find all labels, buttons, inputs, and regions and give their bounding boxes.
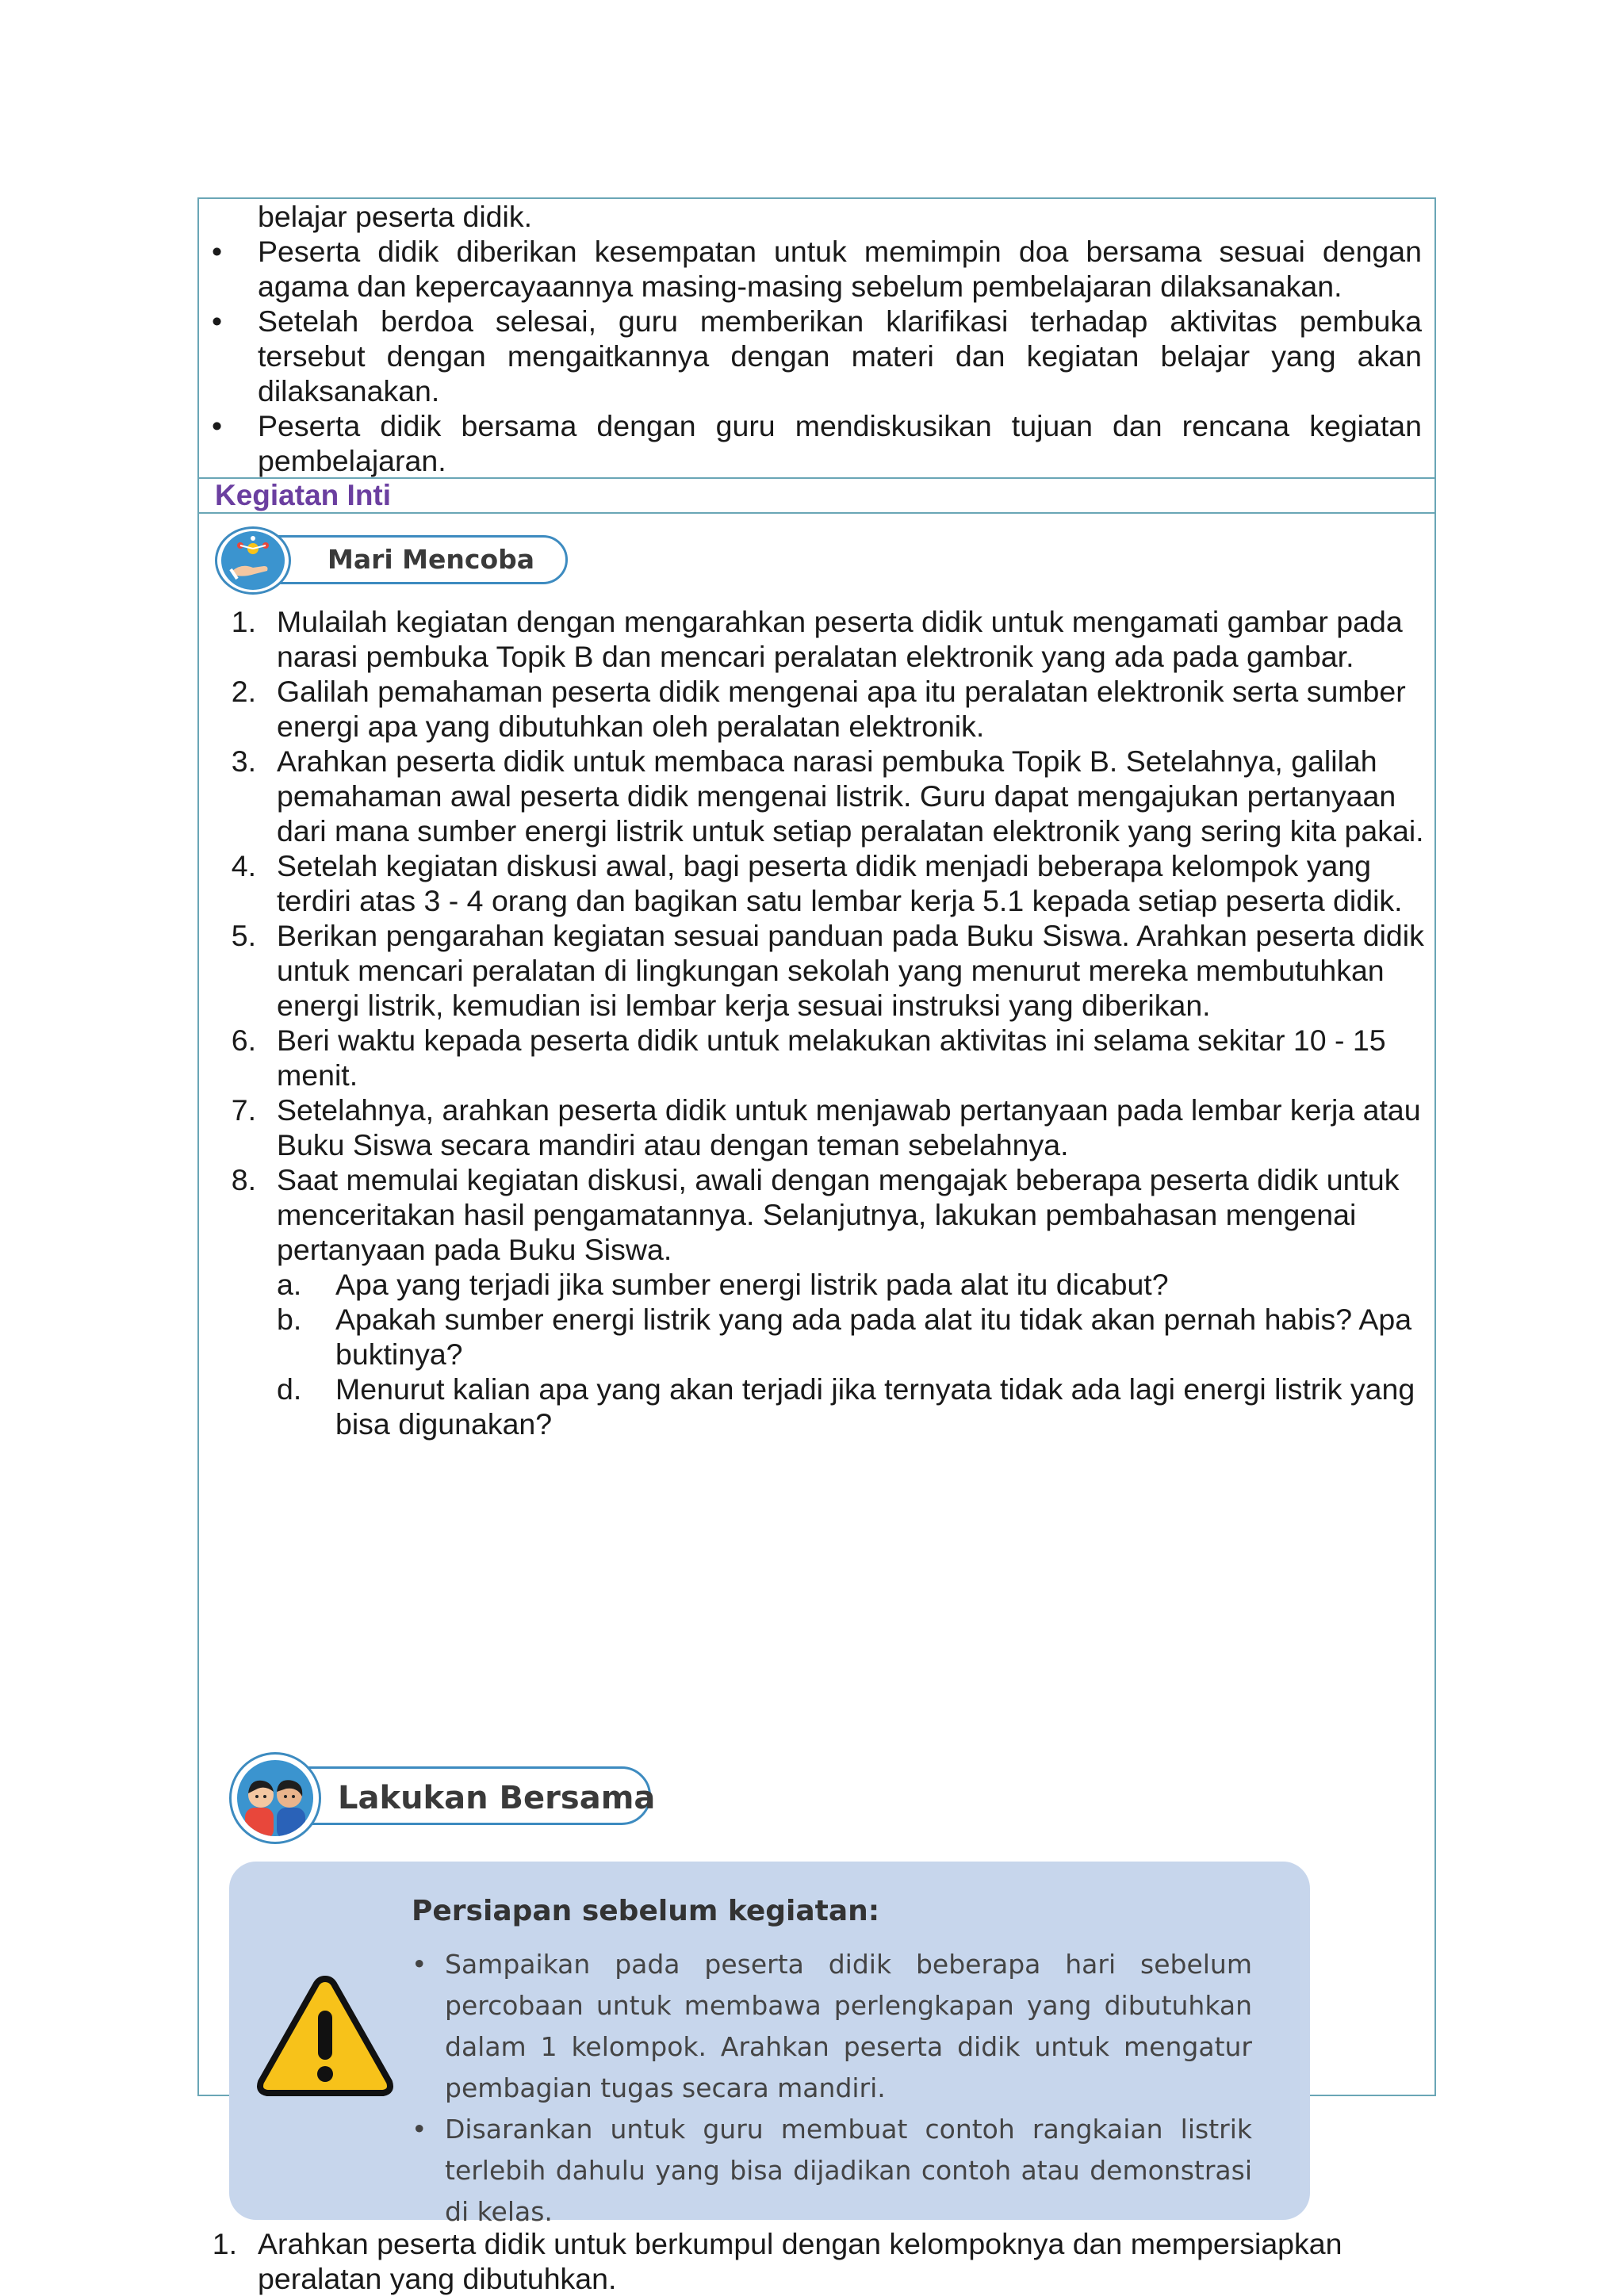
preparation-callout [229,1862,1310,2227]
bullet-icon: • [212,409,223,442]
step-number: 4. [231,849,256,882]
step-text: Saat memulai kegiatan diskusi, awali dengan mengajak beberapa peserta didik untuk menceritakan hasil pengamatannya. Selanjutnya, lakukan pembahasan mengenai pertanyaan pada Buku Siswa. [277,1163,1400,1266]
step-number: 3. [231,744,256,778]
step-number: 8. [231,1163,256,1196]
step-text: Beri waktu kepada peserta didik untuk melakukan aktivitas ini selama sekitar 10 - 15 menit. [277,1024,1386,1092]
list-item [212,304,1422,408]
step-number: 6. [231,1024,256,1057]
section-title: Kegiatan Inti [215,479,392,511]
lakukan-bersama-steps [199,2226,1404,2296]
callout-item-text: Sampaikan pada peserta didik beberapa hari sebelum percobaan untuk membawa perlengkapan yang dibutuhkan dalam 1 kelompok. Arahkan peserta didik untuk mengatur pembagian tugas secara mandiri. [445,1949,1252,2103]
continued-text: belajar peserta didik. [258,200,533,233]
hand-with-molecule-icon [221,531,285,590]
step-text: Berikan pengarahan kegiatan sesuai panduan pada Buku Siswa. Arahkan peserta didik untuk mencari peralatan di lingkungan sekolah yang menurut mereka membutuhkan energi listrik, kemudian isi lembar kerja sesuai instruksi yang diberikan. [277,919,1424,1022]
sub-step-text: Apakah sumber energi listrik yang ada pada alat itu tidak akan pernah habis? Apa buktinya? [335,1303,1412,1371]
step-text: Mulailah kegiatan dengan mengarahkan peserta didik untuk mengamati gambar pada narasi pembuka Topik B dan mencari peralatan elektronik yang ada pada gambar. [277,605,1403,673]
sub-step-text: Apa yang terjadi jika sumber energi listrik pada alat itu dicabut? [335,1268,1169,1301]
main-activities-cell [199,514,1434,2295]
step-text: Arahkan peserta didik untuk membaca narasi pembuka Topik B. Setelahnya, galilah pemahaman awal peserta didik mengenai listrik. Guru dapat mengajukan pertanyaan dari mana sumber energi listrik untuk setiap peralatan elektronik yang sering kita pakai. [277,744,1424,848]
list-item [199,918,1428,1023]
list-item [199,674,1428,744]
list-item [199,2226,1404,2296]
list-item [199,744,1428,848]
list-item [199,1023,1428,1093]
sub-step-letter: d. [277,1372,302,1406]
bullet-text: Peserta didik bersama dengan guru mendiskusikan tujuan dan rencana kegiatan pembelajaran. [258,409,1422,477]
step-number: 1. [212,2227,237,2260]
callout-list [412,1944,1252,2233]
list-item [199,604,1428,674]
step-number: 2. [231,675,256,708]
list-item [212,408,1422,478]
opening-activities-cell [199,199,1434,477]
two-people-icon [237,1760,313,1836]
list-item [412,2109,1252,2233]
bullet-icon: • [412,1949,427,1980]
step-text: Setelahnya, arahkan peserta didik untuk menjawab pertanyaan pada lembar kerja atau Buku Siswa secara mandiri atau dengan teman sebelahnya. [277,1093,1421,1161]
section-header-cell [199,479,1434,512]
opening-bullet-list [212,234,1422,478]
sub-list-item [199,1302,1428,1372]
step-text: Setelah kegiatan diskusi awal, bagi peserta didik menjadi beberapa kelompok yang terdiri atas 3 - 4 orang dan bagikan satu lembar kerja 5.1 kepada setiap peserta didik. [277,849,1403,917]
warning-icon [255,1973,396,2099]
bullet-icon: • [212,235,223,268]
sub-list-item [199,1267,1428,1302]
step-number: 5. [231,919,256,952]
bullet-icon: • [212,304,223,338]
list-item [412,1944,1252,2109]
mari-mencoba-steps [199,604,1428,1441]
sub-step-letter: b. [277,1303,302,1336]
lesson-table [197,197,1436,2295]
step-text: Galilah pemahaman peserta didik mengenai apa itu peralatan elektronik serta sumber energi apa yang dibutuhkan oleh peralatan elektronik. [277,675,1406,743]
step-number: 7. [231,1093,256,1127]
sub-step-text: Menurut kalian apa yang akan terjadi jika ternyata tidak ada lagi energi listrik yang bisa digunakan? [335,1372,1415,1441]
list-item [212,234,1422,304]
bullet-text: Peserta didik diberikan kesempatan untuk memimpin doa bersama sesuai dengan agama dan kepercayaannya masing-masing sebelum pembelajaran dilaksanakan. [258,235,1422,303]
callout-title: Persiapan sebelum kegiatan: [412,1895,880,1927]
list-item [199,848,1428,918]
step-number: 1. [231,605,256,638]
mari-mencoba-label: Mari Mencoba [327,544,535,575]
callout-item-text: Disarankan untuk guru membuat contoh rangkaian listrik terlebih dahulu yang bisa dijadikan contoh atau demonstrasi di kelas. [445,2114,1252,2227]
sub-list-item [199,1372,1428,1441]
bullet-icon: • [412,2114,427,2145]
list-item [199,1093,1428,1162]
list-item [199,1162,1428,1267]
sub-step-letter: a. [277,1268,302,1301]
lakukan-bersama-label: Lakukan Bersama [338,1780,656,1816]
step-text: Arahkan peserta didik untuk berkumpul dengan kelompoknya dan mempersiapkan peralatan yang dibutuhkan. [258,2227,1342,2295]
bullet-text: Setelah berdoa selesai, guru memberikan klarifikasi terhadap aktivitas pembuka tersebut dengan mengaitkannya dengan materi dan kegiatan belajar yang akan dilaksanakan. [258,304,1422,408]
